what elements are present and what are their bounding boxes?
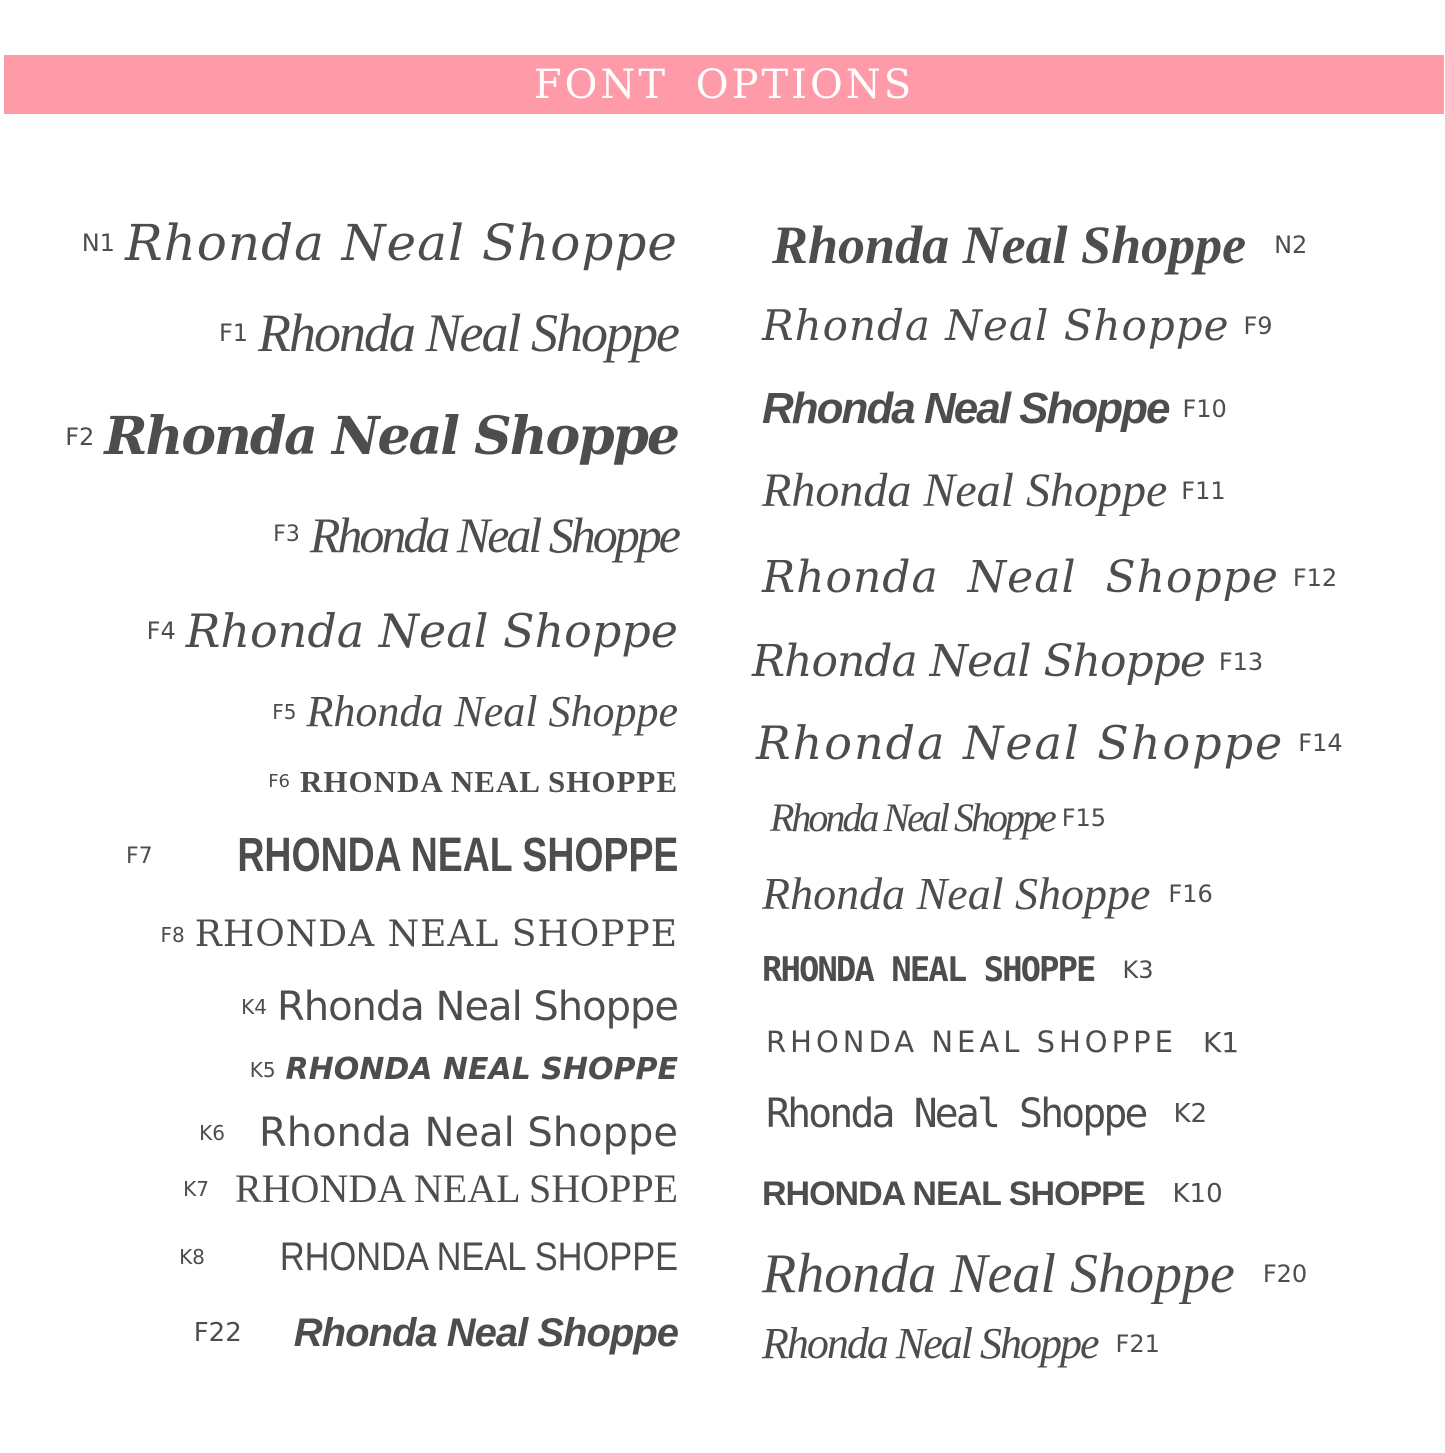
font-sample: RHONDA NEAL SHOPPE — [285, 1052, 678, 1087]
font-sample: Rhonda Neal Shoppe — [752, 636, 1205, 687]
font-code: K1 — [1202, 1025, 1240, 1059]
font-sample: Rhonda Neal Shoppe — [185, 604, 678, 658]
font-sample: Rhonda Neal Shoppe — [306, 687, 678, 736]
font-sample: RHONDA NEAL SHOPPE — [236, 829, 678, 882]
font-sample: Rhonda Neal Shoppe — [762, 464, 1168, 517]
font-option-f13[interactable] — [752, 624, 1412, 700]
font-option-f16[interactable] — [762, 858, 1422, 930]
font-option-k8[interactable] — [60, 1232, 678, 1282]
font-code: F21 — [1115, 1330, 1160, 1358]
font-code: F3 — [273, 522, 300, 547]
font-option-f10[interactable] — [762, 376, 1422, 442]
font-code: F1 — [218, 318, 249, 347]
font-option-f2[interactable] — [60, 392, 678, 482]
font-code: F13 — [1218, 648, 1264, 676]
font-option-n1[interactable] — [60, 200, 678, 285]
font-sample: Rhonda Neal Shoppe — [770, 795, 1054, 840]
font-sample: Rhonda Neal Shoppe — [766, 1091, 1146, 1137]
font-code: F15 — [1061, 804, 1107, 832]
font-code: F11 — [1181, 477, 1226, 505]
font-code: K6 — [199, 1121, 225, 1145]
font-code: F16 — [1168, 880, 1213, 908]
font-option-f20[interactable] — [762, 1236, 1432, 1312]
font-option-k4[interactable] — [60, 978, 678, 1036]
font-code: F7 — [125, 843, 153, 869]
font-code: F5 — [272, 700, 297, 724]
font-code: F6 — [268, 770, 290, 792]
font-option-f3[interactable] — [60, 492, 678, 577]
font-code: F10 — [1182, 395, 1227, 423]
font-code: F2 — [65, 423, 95, 451]
font-option-f15[interactable] — [770, 788, 1430, 848]
page-title: FONT OPTIONS — [533, 61, 915, 108]
font-option-f1[interactable] — [60, 290, 678, 375]
font-option-f21[interactable] — [762, 1308, 1422, 1380]
font-code: K7 — [183, 1177, 209, 1201]
font-option-f7[interactable] — [60, 825, 678, 887]
font-code: K10 — [1172, 1179, 1223, 1209]
header-banner — [4, 55, 1444, 114]
font-sample: Rhonda Neal Shoppe — [104, 406, 678, 467]
font-sample: Rhonda Neal Shoppe — [276, 984, 678, 1030]
font-sample: RHONDA NEAL SHOPPE — [300, 763, 678, 799]
font-code: F20 — [1262, 1260, 1308, 1288]
font-option-f4[interactable] — [60, 592, 678, 670]
font-code: F4 — [146, 617, 176, 645]
font-sample: Rhonda Neal Shoppe — [762, 868, 1151, 919]
font-sample: Rhonda Neal Shoppe — [772, 215, 1247, 275]
font-option-f8[interactable] — [60, 910, 678, 960]
font-option-k10[interactable] — [762, 1164, 1422, 1224]
font-option-f14[interactable] — [756, 706, 1436, 780]
font-sample: RHONDA NEAL SHOPPE — [762, 950, 1095, 990]
font-sample: Rhonda Neal Shoppe — [258, 1110, 678, 1156]
font-option-k6[interactable] — [60, 1106, 678, 1160]
font-sample: RHONDA NEAL SHOPPE — [194, 914, 678, 955]
font-code: F22 — [193, 1318, 242, 1348]
font-option-f5[interactable] — [60, 680, 678, 744]
font-option-k3[interactable] — [762, 940, 1422, 1000]
font-sample: RHONDA NEAL SHOPPE — [234, 1166, 678, 1211]
font-option-f9[interactable] — [762, 290, 1422, 362]
font-option-k1[interactable] — [766, 1020, 1436, 1064]
font-code: K4 — [241, 995, 267, 1019]
font-option-n2[interactable] — [772, 205, 1432, 285]
font-sample: Rhonda Neal Shoppe — [258, 302, 678, 363]
font-code: N1 — [81, 228, 115, 257]
font-code: K8 — [179, 1245, 205, 1269]
font-sample: Rhonda Neal Shoppe — [762, 1319, 1098, 1368]
font-code: F12 — [1292, 564, 1338, 592]
font-sample: RHONDA NEAL SHOPPE — [766, 1024, 1177, 1059]
font-option-k5[interactable] — [60, 1046, 678, 1094]
font-sample: Rhonda Neal Shoppe — [762, 552, 1279, 603]
font-sample: Rhonda Neal Shoppe — [762, 384, 1169, 433]
font-option-f12[interactable] — [762, 540, 1422, 616]
font-code: F14 — [1298, 729, 1343, 757]
font-option-f22[interactable] — [60, 1302, 678, 1364]
font-sample: Rhonda Neal Shoppe — [293, 1311, 678, 1355]
font-sample: Rhonda Neal Shoppe — [124, 213, 678, 272]
font-sample: RHONDA NEAL SHOPPE — [279, 1235, 678, 1279]
font-option-f6[interactable] — [60, 760, 678, 802]
font-sample: Rhonda Neal Shoppe — [762, 301, 1230, 350]
font-sample: RHONDA NEAL SHOPPE — [762, 1175, 1145, 1213]
font-code: N2 — [1274, 231, 1308, 259]
font-option-f11[interactable] — [762, 456, 1422, 526]
font-sample: Rhonda Neal Shoppe — [762, 1243, 1235, 1305]
font-code: K5 — [249, 1058, 276, 1082]
font-code: F8 — [160, 923, 185, 947]
font-option-k7[interactable] — [60, 1164, 678, 1214]
font-sample: Rhonda Neal Shoppe — [309, 506, 678, 563]
font-sample: Rhonda Neal Shoppe — [756, 716, 1285, 770]
font-code: K3 — [1122, 956, 1154, 984]
font-code: K2 — [1173, 1099, 1208, 1129]
font-option-k2[interactable] — [766, 1082, 1426, 1146]
font-code: F9 — [1243, 312, 1273, 340]
